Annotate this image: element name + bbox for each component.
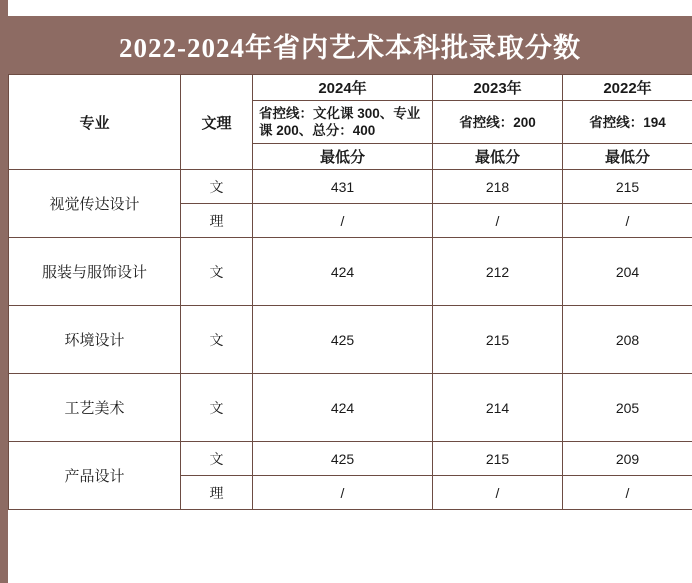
header-year-2022: 2022年 [563, 75, 692, 101]
score-2023: / [433, 476, 563, 510]
table-row [9, 374, 692, 442]
track-label: 文 [181, 170, 253, 204]
major-name: 视觉传达设计 [9, 170, 181, 238]
major-name: 环境设计 [9, 306, 181, 374]
header-major: 专业 [9, 75, 181, 170]
score-2024: 424 [253, 238, 433, 306]
track-label: 理 [181, 204, 253, 238]
score-2024: 425 [253, 306, 433, 374]
table-row [9, 170, 692, 204]
score-2023: 212 [433, 238, 563, 306]
score-2023: 215 [433, 442, 563, 476]
score-2022: / [563, 204, 692, 238]
header-year-2024: 2024年 [253, 75, 433, 101]
table-row [9, 442, 692, 476]
score-2024: / [253, 204, 433, 238]
score-2022: 208 [563, 306, 692, 374]
cutoff-2022: 省控线：194 [563, 101, 692, 144]
cutoff-2023: 省控线：200 [433, 101, 563, 144]
major-name: 服装与服饰设计 [9, 238, 181, 306]
table-row [9, 306, 692, 374]
table-row [9, 238, 692, 306]
page-title: 2022-2024年省内艺术本科批录取分数 [119, 32, 581, 63]
sub-header-2022: 最低分 [563, 144, 692, 170]
track-label: 文 [181, 442, 253, 476]
header-wenli: 文理 [181, 75, 253, 170]
sub-header-2024: 最低分 [253, 144, 433, 170]
scores-table [8, 74, 692, 510]
score-2022: 209 [563, 442, 692, 476]
score-2024: 431 [253, 170, 433, 204]
title-banner [8, 16, 692, 74]
header-year-2023: 2023年 [433, 75, 563, 101]
table-header-row-years [9, 75, 692, 101]
score-2022: 205 [563, 374, 692, 442]
left-accent-band [0, 0, 8, 583]
score-2022: / [563, 476, 692, 510]
score-2023: 214 [433, 374, 563, 442]
score-2022: 204 [563, 238, 692, 306]
track-label: 文 [181, 306, 253, 374]
sub-header-2023: 最低分 [433, 144, 563, 170]
scores-table-container [8, 74, 692, 510]
score-2024: 424 [253, 374, 433, 442]
major-name: 产品设计 [9, 442, 181, 510]
cutoff-2024: 省控线：文化课 300、专业课 200、总分：400 [253, 101, 433, 144]
track-label: 文 [181, 374, 253, 442]
major-name: 工艺美术 [9, 374, 181, 442]
score-2022: 215 [563, 170, 692, 204]
score-2023: 218 [433, 170, 563, 204]
track-label: 文 [181, 238, 253, 306]
score-2024: / [253, 476, 433, 510]
score-2023: 215 [433, 306, 563, 374]
track-label: 理 [181, 476, 253, 510]
score-2024: 425 [253, 442, 433, 476]
score-2023: / [433, 204, 563, 238]
